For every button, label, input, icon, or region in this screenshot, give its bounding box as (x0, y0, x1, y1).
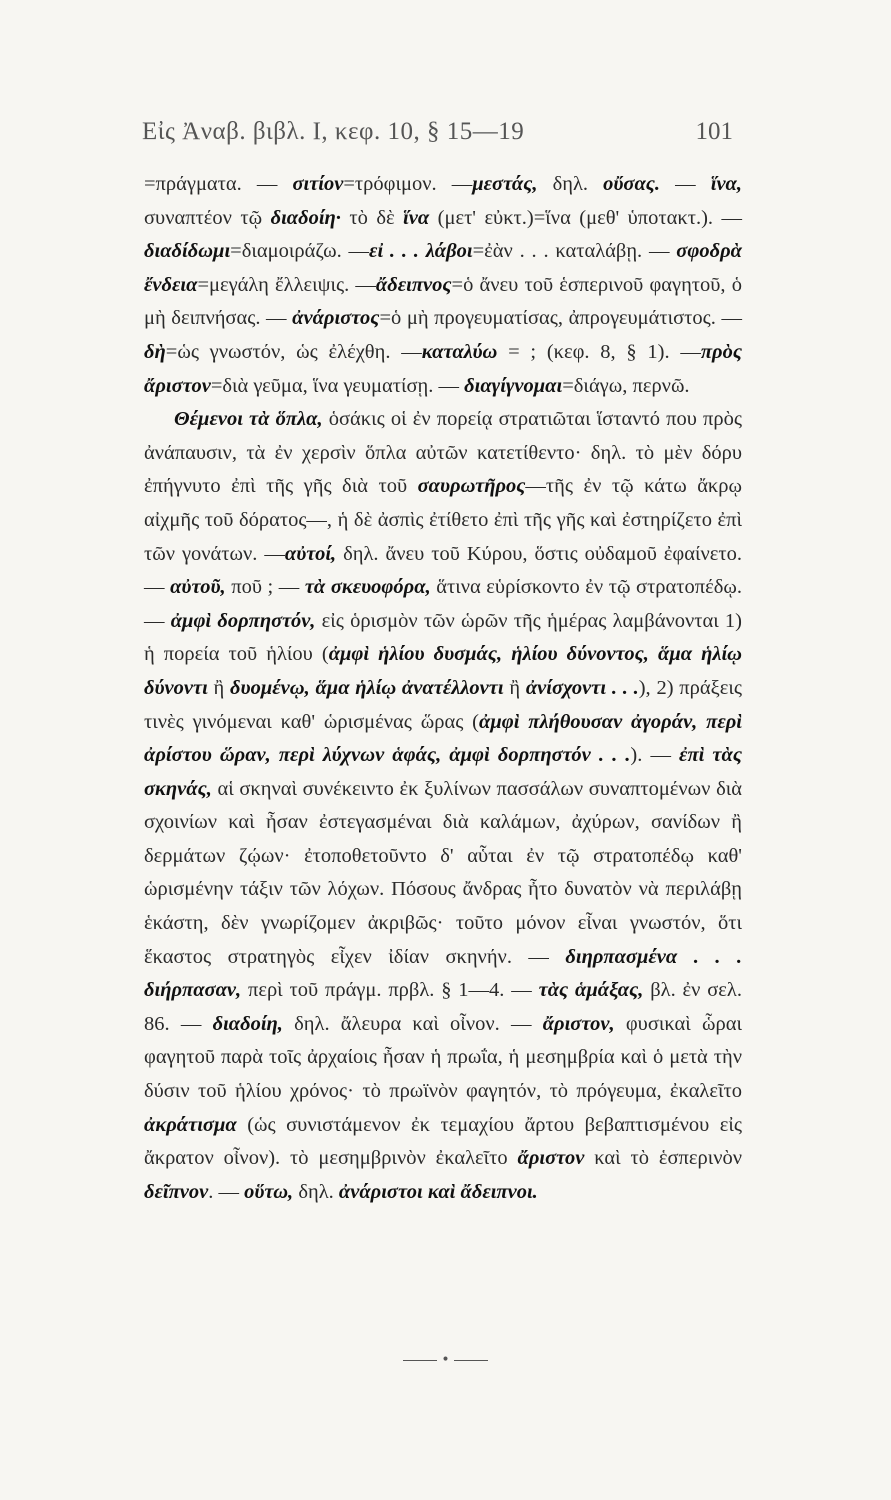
gloss-text: =ἐὰν . . . καταλάβῃ. — (472, 240, 677, 263)
gloss-text: δηλ. ἄνευ τοῦ Κύρου, ὅστις οὐδαμοῦ ἐφαίνετο. — (144, 542, 742, 599)
page-number: 101 (695, 118, 733, 145)
gloss-text: συναπτέον τῷ (144, 206, 271, 229)
gloss-text: =διὰ γεῦμα, ἵνα γευματίσῃ. — (210, 374, 465, 397)
gloss-text: =τρόφιμον. — (343, 173, 473, 195)
lemma: ἀνάριστος (292, 307, 380, 330)
gloss-text: τὸ δὲ (340, 206, 404, 229)
gloss-text: =μεγάλη ἔλλειψις. — (197, 273, 376, 296)
lemma: ἀκράτισμα (144, 1113, 237, 1136)
gloss-text: αἱ σκηναὶ συνέκειντο ἐκ ξυλίνων πασσάλων συναπτομένων διὰ σχοινίων καὶ ἦσαν ἐστεγασμέναι διὰ καλάμων, ἀχύρων, σανίδων ἢ δερμάτων ζῴων· ἐτοποθετοῦντο δ' αὗται ἐν τῷ στρατοπέδῳ καθ' ὡρισμένην τάξιν τῶν λόχων. Πόσους ἄνδρας ἦτο δυνατὸν νὰ περιλάβῃ ἑκάστη, δὲν γνωρίζομεν ἀκριβῶς· τοῦτο μόνον εἶναι γνωστόν, ὅτι ἕκαστος στρατηγὸς εἶχεν ἰδίαν σκηνήν. — (144, 777, 742, 968)
gloss-text: δηλ. (537, 173, 604, 195)
gloss-text: ἢ (503, 676, 526, 699)
lemma: δὴ (144, 340, 166, 363)
lemma: σαυρωτῆρος (417, 475, 526, 498)
ornament-rule-right (454, 1360, 488, 1361)
gloss-text: ). — (630, 744, 680, 767)
gloss-text: βλ. ἐν σελ. 86. — (144, 979, 742, 1035)
lemma: τὰ σκευοφόρα, (304, 576, 431, 599)
gloss-text: ποῦ ; — (225, 576, 305, 599)
lemma: δυομένῳ, ἅμα ἡλίῳ ἀνατέλλοντι (230, 676, 504, 699)
gloss-text: ἢ (207, 676, 231, 699)
gloss-text: =ὁ μὴ προγευματίσας, ἀπρογευμάτιστος. — (379, 307, 742, 330)
gloss-text: =ὁ ἄνευ τοῦ ἑσπερινοῦ φαγητοῦ, ὁ μὴ δειπνήσας. — (144, 273, 742, 330)
lemma: ἀμφὶ ἡλίου δυσμάς, ἡλίου δύνοντος, ἅμα ἡλίῳ δύνοντι (144, 643, 742, 699)
lemma: ἀνάριστοι καὶ ἄδειπνοι. (338, 1180, 538, 1203)
lemma: διαδοίη, (212, 1012, 283, 1035)
gloss-text: = ; (κεφ. 8, § 1). — (497, 340, 701, 363)
gloss-text: =διαμοιράζω. — (230, 240, 370, 263)
gloss-text: . — (208, 1180, 245, 1203)
lemma: σφοδρὰ ἔνδεια (144, 240, 742, 296)
lemma: ἵνα, (710, 173, 743, 195)
running-head: Εἰς Ἀναβ. βιβλ. Ι, κεφ. 10, § 15—19 (142, 118, 525, 145)
lemma: μεστάς, (472, 173, 538, 195)
lemma: ἀμφὶ δορπηστόν, (170, 609, 316, 632)
lemma: πρὸς ἄριστον (144, 340, 742, 397)
gloss-text: =ὡς γνωστόν, ὡς ἐλέχθη. — (165, 340, 422, 363)
paragraph (144, 168, 742, 403)
lemma: εἰ . . . λάβοι (369, 240, 473, 263)
lemma: Θέμενοι τὰ ὅπλα, (174, 408, 323, 431)
gloss-text: ), 2) πράξεις τινὲς γινόμεναι καθ' ὡρισμένας ὥρας ( (144, 676, 742, 733)
gloss-text: δηλ. (293, 1180, 339, 1203)
lemma: τὰς ἁμάξας, (538, 979, 644, 1002)
gloss-text: δηλ. ἄλευρα καὶ οἶνον. — (282, 1012, 543, 1035)
gloss-text: ὁσάκις οἱ ἐν πορείᾳ στρατιῶται ἵσταντό που πρὸς ἀνάπαυσιν, τὰ ἐν χερσὶν ὅπλα αὐτῶν κατετίθεντο· δηλ. τὸ μὲν δόρυ ἐπήγνυτο ἐπὶ τῆς γῆς διὰ τοῦ (144, 408, 743, 498)
lemma: ἵνα (403, 206, 430, 229)
gloss-text: — (660, 173, 711, 195)
gloss-text: =πράγματα. — (144, 173, 293, 195)
lemma: διαγίγνομαι (464, 374, 563, 397)
lemma: αὐτοῦ, (170, 576, 226, 599)
gloss-text: καὶ τὸ ἑσπερινὸν (584, 1147, 743, 1170)
gloss-text: (ὡς συνιστάμενον ἐκ τεμαχίου ἄρτου βεβαπτισμένου εἰς ἄκρατον οἶνον). τὸ μεσημβρινὸν ἐκαλεῖτο (144, 1113, 742, 1170)
lemma: ἄριστον (517, 1147, 585, 1170)
gloss-text: εἰς ὁρισμὸν τῶν ὡρῶν τῆς ἡμέρας λαμβάνονται 1) ἡ πορεία τοῦ ἡλίου ( (144, 609, 743, 666)
end-ornament (0, 1352, 891, 1368)
lemma: ἐπὶ τὰς σκηνάς, (144, 744, 743, 800)
lemma: αὐτοί, (284, 542, 337, 565)
lemma: ἄριστον, (542, 1012, 615, 1035)
lemma: διηρπασμένα . . . διήρπασαν, (144, 945, 743, 1002)
lemma: διαδίδωμι (144, 240, 231, 263)
lemma: οὕτω, (244, 1180, 294, 1203)
gloss-text: περὶ τοῦ πράγμ. πρβλ. § 1—4. — (241, 979, 539, 1002)
gloss-text: (μετ' εὐκτ.)=ἵνα (μεθ' ὑποτακτ.). — (429, 206, 742, 229)
lemma: διαδοίη· (270, 206, 341, 229)
ornament-dot: • (441, 1352, 450, 1368)
lemma: ἄδειπνος (375, 273, 452, 296)
lemma: δεῖπνον (144, 1180, 209, 1203)
lemma: οὔσας. (603, 173, 661, 195)
gloss-text: ἅτινα εὑρίσκοντο ἐν τῷ στρατοπέδῳ. — (144, 576, 742, 632)
gloss-text: —τῆς ἐν τῷ κάτω ἄκρῳ αἰχμῆς τοῦ δόρατος—, ἡ δὲ ἀσπὶς ἐτίθετο ἐπὶ τῆς γῆς καὶ ἐστηρίζετο ἐπὶ τῶν γονάτων. — (144, 475, 742, 565)
gloss-text: φυσικαὶ ὧραι φαγητοῦ παρὰ τοῖς ἀρχαίοις ἦσαν ἡ πρωΐα, ἡ μεσημβρία καὶ ὁ μετὰ τὴν δύσιν τοῦ ἡλίου χρόνος· τὸ πρωϊνὸν φαγητόν, τὸ πρόγευμα, ἐκαλεῖτο (144, 1012, 742, 1103)
gloss-text: =διάγω, περνῶ. (562, 374, 690, 397)
paragraph (144, 403, 742, 1209)
lemma: σιτίον (292, 173, 344, 195)
lemma: καταλύω (421, 340, 498, 363)
lemma: ἀνίσχοντι . . . (525, 676, 639, 699)
lemma: ἀμφὶ πλήθουσαν ἀγοράν, περὶ ἀρίστου ὥραν, περὶ λύχνων ἁφάς, ἀμφὶ δορπηστόν . . . (144, 710, 742, 767)
commentary-text (144, 168, 742, 1209)
page-header (0, 118, 891, 154)
ornament-rule-left (403, 1360, 437, 1361)
